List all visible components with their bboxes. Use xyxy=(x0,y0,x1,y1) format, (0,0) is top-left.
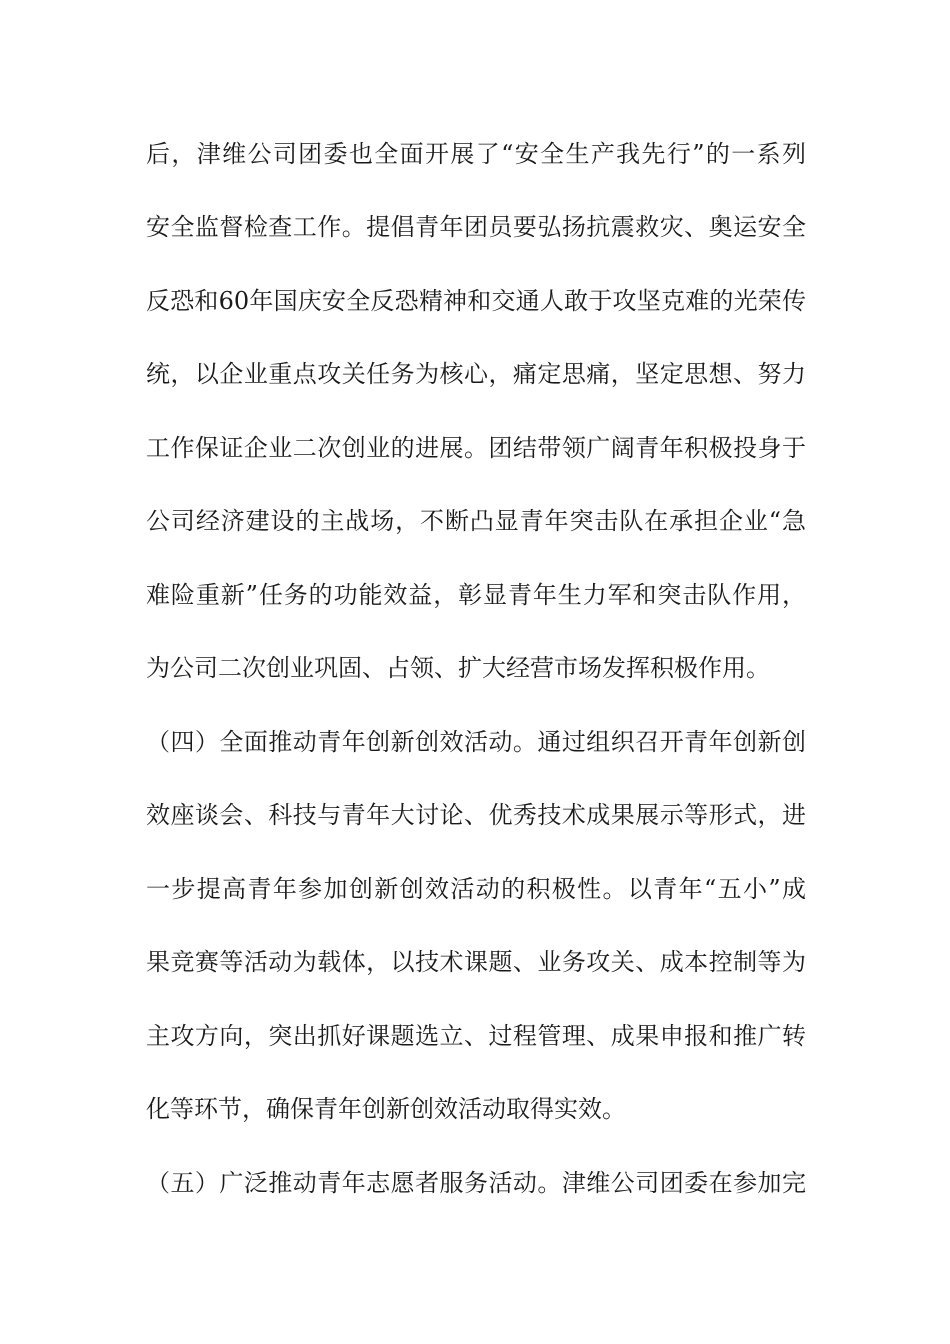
text-line: （五）广泛推动青年志愿者服务活动。津维公司团委在参加完 xyxy=(146,1169,806,1197)
text-line: 安全监督检查工作。提倡青年团员要弘扬抗震救灾、奥运安全 xyxy=(146,213,806,241)
text-line: 效座谈会、科技与青年大讨论、优秀技术成果展示等形式，进 xyxy=(146,801,806,829)
text-line: 一步提高青年参加创新创效活动的积极性。以青年“五小”成 xyxy=(146,875,806,903)
text-line: 化等环节，确保青年创新创效活动取得实效。 xyxy=(146,1095,626,1123)
text-line: 工作保证企业二次创业的进展。团结带领广阔青年积极投身于 xyxy=(146,434,806,462)
text-line: 反恐和60年国庆安全反恐精神和交通人敢于攻坚克难的光荣传 xyxy=(146,287,806,315)
text-line: 果竞赛等活动为载体，以技术课题、业务攻关、成本控制等为 xyxy=(146,948,806,976)
text-line: 为公司二次创业巩固、占领、扩大经营市场发挥积极作用。 xyxy=(146,654,770,682)
text-line: 统，以企业重点攻关任务为核心，痛定思痛，坚定思想、努力 xyxy=(146,360,806,388)
text-line: 难险重新”任务的功能效益，彰显青年生力军和突击队作用， xyxy=(146,581,806,609)
text-line: 后，津维公司团委也全面开展了“安全生产我先行”的一系列 xyxy=(146,140,806,168)
text-line: 公司经济建设的主战场，不断凸显青年突击队在承担企业“急 xyxy=(146,507,806,535)
text-line: 主攻方向，突出抓好课题选立、过程管理、成果申报和推广转 xyxy=(146,1022,806,1050)
text-line: （四）全面推动青年创新创效活动。通过组织召开青年创新创 xyxy=(146,728,806,756)
